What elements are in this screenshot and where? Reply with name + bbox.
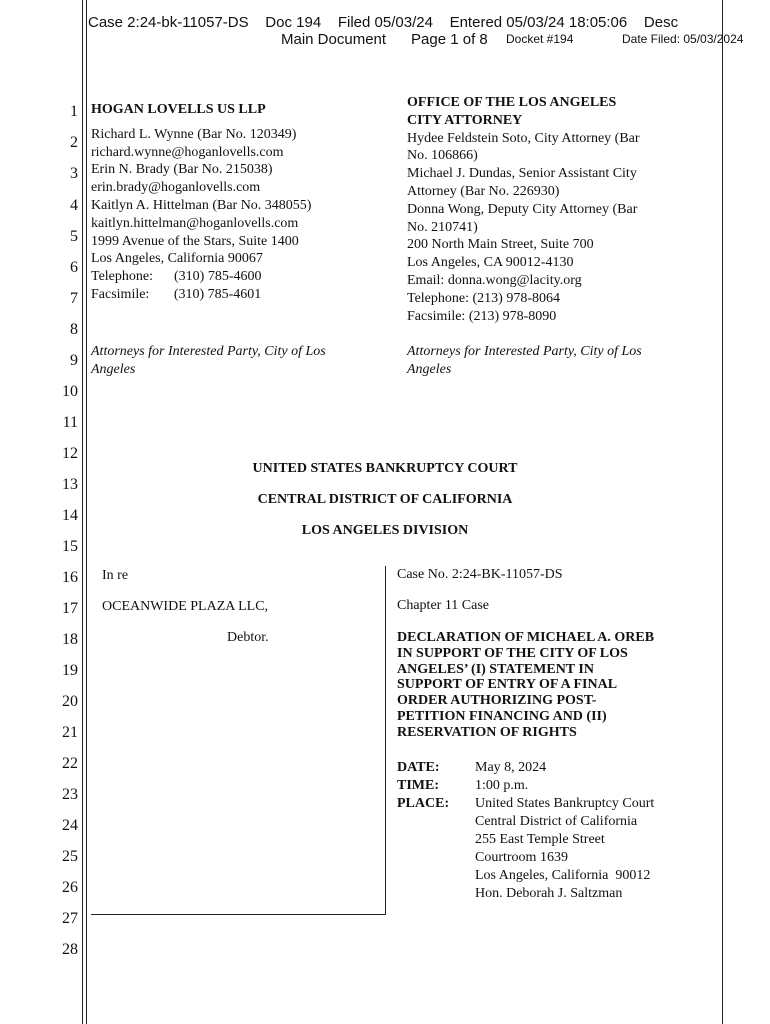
counsel-line: Michael J. Dundas, Senior Assistant City: [407, 166, 637, 182]
title-line: IN SUPPORT OF THE CITY OF LOS: [397, 645, 628, 661]
counsel-line: Erin N. Brady (Bar No. 215038): [91, 162, 273, 178]
attorneys-for-line: Angeles: [91, 361, 136, 377]
court-district: CENTRAL DISTRICT OF CALIFORNIA: [257, 492, 513, 507]
hearing-info: [397, 759, 697, 909]
docket-number: Docket #194: [506, 32, 574, 46]
line-number: 13: [62, 476, 78, 493]
in-re-label: In re: [102, 568, 129, 583]
hearing-place-line: 255 East Temple Street: [475, 832, 605, 847]
line-number: 22: [62, 755, 78, 772]
counsel-line: No. 210741): [407, 219, 478, 235]
hearing-time-label: TIME:: [397, 778, 439, 793]
title-line: ORDER AUTHORIZING POST-: [397, 693, 597, 709]
counsel-line: 1999 Avenue of the Stars, Suite 1400: [91, 233, 299, 249]
line-number: 14: [62, 507, 78, 524]
line-number: 26: [62, 879, 78, 896]
line-number: 21: [62, 724, 78, 741]
line-number: 24: [62, 817, 78, 834]
right-firm-name-line: CITY ATTORNEY: [407, 112, 523, 128]
line-number: 6: [70, 259, 78, 276]
hearing-place-line: Hon. Deborah J. Saltzman: [475, 886, 623, 901]
hearing-place-label: PLACE:: [397, 796, 450, 811]
counsel-line: kaitlyn.hittelman@hoganlovells.com: [91, 215, 299, 231]
left-attorneys-for: [91, 343, 326, 379]
hearing-place-line: Los Angeles, California 90012: [475, 868, 651, 883]
title-line: DECLARATION OF MICHAEL A. OREB: [397, 630, 655, 645]
counsel-line: Facsimile: (213) 978-8090: [407, 308, 557, 324]
counsel-line: richard.wynne@hoganlovells.com: [91, 144, 284, 160]
debtor-label: Debtor.: [227, 630, 269, 645]
court-division: LOS ANGELES DIVISION: [301, 523, 469, 538]
counsel-line: No. 106866): [407, 148, 478, 164]
left-firm-name: HOGAN LOVELLS US LLP: [91, 102, 266, 117]
right-counsel-block: [407, 94, 640, 325]
hearing-place-line: Courtroom 1639: [475, 850, 568, 865]
line-number: 12: [62, 445, 78, 462]
line-number: 11: [62, 414, 78, 431]
counsel-line: Telephone: (213) 978-8064: [407, 290, 560, 306]
left-counsel-block: [91, 101, 311, 304]
attorneys-for-line: Angeles: [407, 361, 452, 377]
debtor-name: OCEANWIDE PLAZA LLC,: [102, 599, 269, 614]
date-filed: Date Filed: 05/03/2024: [622, 32, 744, 46]
line-number: 15: [62, 538, 78, 555]
line-number: 10: [62, 383, 78, 400]
filing-stamp-line1: Case 2:24-bk-11057-DS Doc 194 Filed 05/03/24 Entered 05/03/24 18:05:06 Desc: [88, 14, 679, 31]
filing-stamp-line2: Main Document Page 1 of 8: [281, 31, 488, 48]
counsel-line: Facsimile: (310) 785-4601: [91, 286, 262, 302]
counsel-line: Kaitlyn A. Hittelman (Bar No. 348055): [91, 197, 312, 213]
counsel-line: Donna Wong, Deputy City Attorney (Bar: [407, 201, 638, 217]
counsel-line: Attorney (Bar No. 226930): [407, 183, 560, 199]
line-number: 9: [70, 352, 78, 369]
chapter-label: Chapter 11 Case: [397, 598, 490, 613]
line-number: 20: [62, 693, 78, 710]
title-line: SUPPORT OF ENTRY OF A FINAL: [397, 677, 618, 693]
caption-divider-horizontal: [91, 914, 386, 915]
court-name: UNITED STATES BANKRUPTCY COURT: [252, 461, 518, 476]
hearing-date: May 8, 2024: [475, 760, 547, 775]
counsel-line: Los Angeles, CA 90012-4130: [407, 255, 574, 271]
counsel-line: erin.brady@hoganlovells.com: [91, 180, 261, 196]
hearing-date-label: DATE:: [397, 760, 440, 775]
hearing-place-line: Central District of California: [475, 814, 638, 829]
left-margin-rule-outer: [82, 0, 83, 1024]
line-number: 23: [62, 786, 78, 803]
title-line: PETITION FINANCING AND (II): [397, 708, 607, 724]
counsel-line: Telephone: (310) 785-4600: [91, 269, 262, 285]
hearing-place-line: United States Bankruptcy Court: [475, 796, 655, 811]
attorneys-for-line: Attorneys for Interested Party, City of Los: [91, 344, 326, 359]
line-number: 18: [62, 631, 78, 648]
right-attorneys-for: [407, 343, 642, 379]
case-number: Case No. 2:24-BK-11057-DS: [397, 567, 563, 582]
counsel-line: Hydee Feldstein Soto, City Attorney (Bar: [407, 130, 640, 146]
line-number: 5: [70, 228, 78, 245]
left-margin-rule-inner: [86, 0, 87, 1024]
line-number: 17: [62, 600, 78, 617]
attorneys-for-line: Attorneys for Interested Party, City of Los: [407, 344, 642, 359]
counsel-line: Richard L. Wynne (Bar No. 120349): [91, 126, 297, 142]
counsel-line: Los Angeles, California 90067: [91, 251, 263, 267]
title-line: ANGELES’ (I) STATEMENT IN: [397, 661, 594, 677]
counsel-line: 200 North Main Street, Suite 700: [407, 237, 594, 253]
counsel-line: Email: donna.wong@lacity.org: [407, 272, 582, 288]
line-number: 19: [62, 662, 78, 679]
line-number: 27: [62, 910, 78, 927]
line-number: 16: [62, 569, 78, 586]
line-number: 3: [70, 165, 78, 182]
line-number: 7: [70, 290, 78, 307]
line-number: 25: [62, 848, 78, 865]
caption-divider-vertical: [385, 566, 386, 915]
line-number: 4: [70, 197, 78, 214]
document-title: [397, 630, 654, 741]
line-number: 1: [70, 103, 78, 120]
right-margin-rule: [722, 0, 723, 1024]
title-line: RESERVATION OF RIGHTS: [397, 724, 577, 740]
line-number: 28: [62, 941, 78, 958]
right-firm-name-line: OFFICE OF THE LOS ANGELES: [407, 95, 617, 110]
line-number: 2: [70, 134, 78, 151]
line-number: 8: [70, 321, 78, 338]
hearing-time: 1:00 p.m.: [475, 778, 529, 793]
